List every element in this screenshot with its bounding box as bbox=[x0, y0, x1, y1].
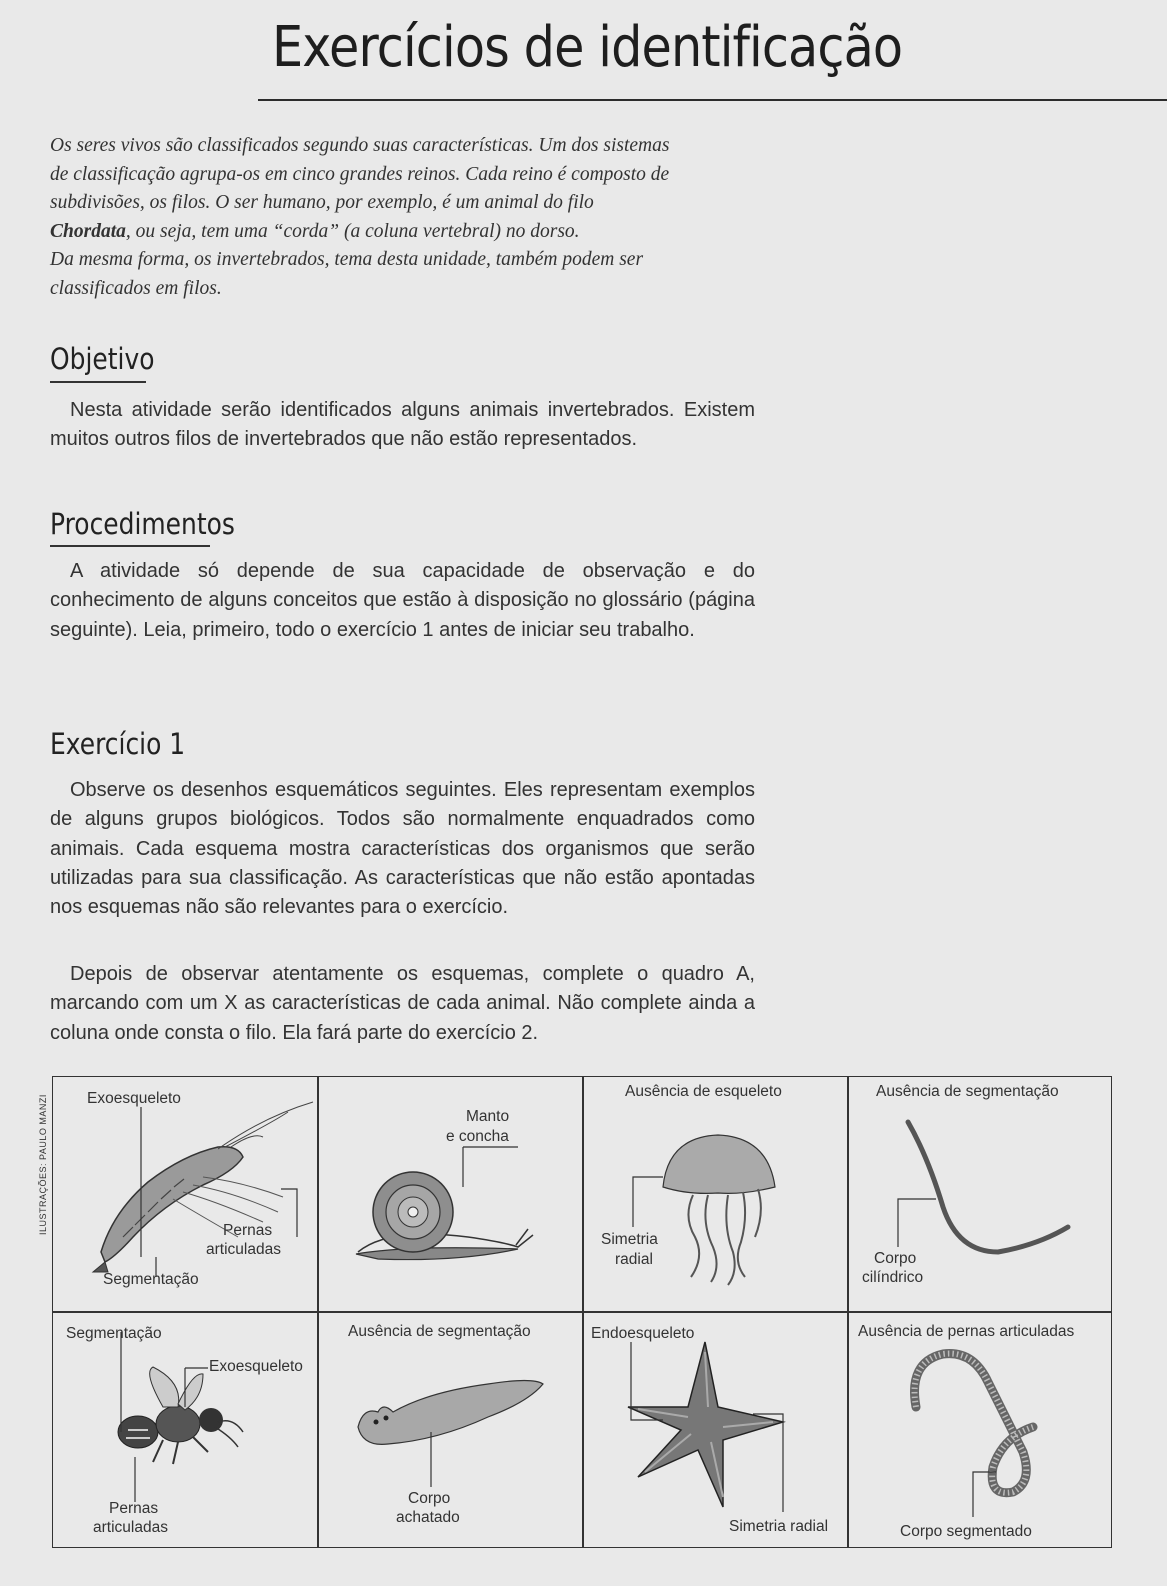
intro-line: classificados em filos. bbox=[50, 277, 222, 299]
label-corpo: Corpo bbox=[408, 1490, 451, 1507]
intro-line bbox=[50, 218, 770, 247]
label-radial: radial bbox=[615, 1251, 653, 1268]
objetivo-underline bbox=[50, 381, 146, 383]
illustration-grid bbox=[52, 1076, 1112, 1548]
label-corpo: Corpo bbox=[874, 1250, 917, 1267]
label-pernas: Pernas bbox=[223, 1222, 273, 1239]
cell-jellyfish bbox=[583, 1077, 848, 1313]
procedimentos-text: A atividade só depende de sua capacidade de observação e do conhecimento de alguns conceitos que estão à disposição no glossário (página seguinte). Leia, primeiro, todo o exercício 1 antes de iniciar seu trabalho. bbox=[50, 560, 755, 641]
label-exoesqueleto: Exoesqueleto bbox=[87, 1090, 181, 1107]
label-segmentacao: Segmentação bbox=[66, 1325, 162, 1342]
exercicio1-para1: Observe os desenhos esquemáticos seguintes. Eles representam exemplos de alguns grupos biológicos. Todos são normalmente enquadrados como animais. Cada esquema mostra características dos organismos que serão utilizadas para sua classificação. As características que não estão apontadas nos esquemas não são relevantes para o exercício. bbox=[50, 779, 755, 919]
objetivo-heading: Objetivo bbox=[50, 342, 155, 376]
intro-line-rest: , ou seja, tem uma “corda” (a coluna vertebral) no dorso. bbox=[125, 220, 580, 242]
label-cilindrico: cilíndrico bbox=[862, 1269, 924, 1286]
label-articuladas: articuladas bbox=[93, 1519, 168, 1536]
cell-flatworm bbox=[318, 1312, 583, 1548]
procedimentos-underline bbox=[50, 545, 210, 547]
label-pernas: Pernas bbox=[109, 1500, 159, 1517]
starfish-icon bbox=[583, 1312, 848, 1548]
label-ausencia-segmentacao: Ausência de segmentação bbox=[876, 1083, 1059, 1100]
label-e-concha: e concha bbox=[446, 1128, 509, 1145]
cell-bee bbox=[53, 1312, 318, 1548]
label-exoesqueleto: Exoesqueleto bbox=[209, 1358, 303, 1375]
intro-bold-term: Chordata bbox=[50, 220, 126, 242]
procedimentos-heading: Procedimentos bbox=[50, 507, 235, 541]
cell-roundworm bbox=[848, 1077, 1113, 1313]
cell-starfish bbox=[583, 1312, 848, 1548]
exercicio1-para2: Depois de observar atentamente os esquemas, complete o quadro A, marcando com um X as características de cada animal. Não complete ainda a coluna onde consta o filo. Ela fará parte do exercício 2. bbox=[50, 963, 755, 1044]
exercicio1-heading: Exercício 1 bbox=[50, 727, 186, 761]
intro-line: subdivisões, os filos. O ser humano, por exemplo, é um animal do filo bbox=[50, 192, 594, 213]
label-corpo-segmentado: Corpo segmentado bbox=[900, 1523, 1032, 1540]
label-ausencia-pernas: Ausência de pernas articuladas bbox=[858, 1323, 1075, 1340]
intro-line: de classificação agrupa-os em cinco grandes reinos. Cada reino é composto de bbox=[50, 163, 670, 185]
label-simetria-radial: Simetria radial bbox=[729, 1518, 829, 1535]
cell-earthworm bbox=[848, 1312, 1113, 1548]
cell-snail bbox=[318, 1077, 583, 1313]
snail-icon bbox=[318, 1077, 583, 1313]
label-ausencia-esqueleto: Ausência de esqueleto bbox=[625, 1083, 782, 1100]
objetivo-text: Nesta atividade serão identificados alguns animais invertebrados. Existem muitos outros filos de invertebrados que não estão representados. bbox=[50, 399, 755, 451]
label-segmentacao: Segmentação bbox=[103, 1271, 199, 1288]
intro-line: Da mesma forma, os invertebrados, tema desta unidade, também podem ser bbox=[50, 249, 644, 270]
label-articuladas: articuladas bbox=[206, 1241, 281, 1258]
intro-line: Os seres vivos são classificados segundo suas características. Um dos sistemas bbox=[50, 135, 670, 156]
illustration-credit: ILUSTRAÇÕES: PAULO MANZI bbox=[38, 1094, 48, 1235]
label-ausencia-segmentacao: Ausência de segmentação bbox=[348, 1323, 531, 1340]
earthworm-icon bbox=[848, 1312, 1113, 1548]
label-simetria: Simetria bbox=[601, 1231, 658, 1248]
bee-icon bbox=[53, 1312, 318, 1548]
label-manto: Manto bbox=[466, 1108, 510, 1125]
page-title: Exercícios de identificação bbox=[272, 15, 903, 80]
intro-text bbox=[50, 132, 770, 303]
label-endoesqueleto: Endoesqueleto bbox=[591, 1325, 695, 1342]
label-achatado: achatado bbox=[396, 1509, 460, 1526]
title-rule bbox=[258, 99, 1167, 101]
cell-shrimp bbox=[53, 1077, 318, 1313]
jellyfish-icon bbox=[583, 1077, 848, 1313]
